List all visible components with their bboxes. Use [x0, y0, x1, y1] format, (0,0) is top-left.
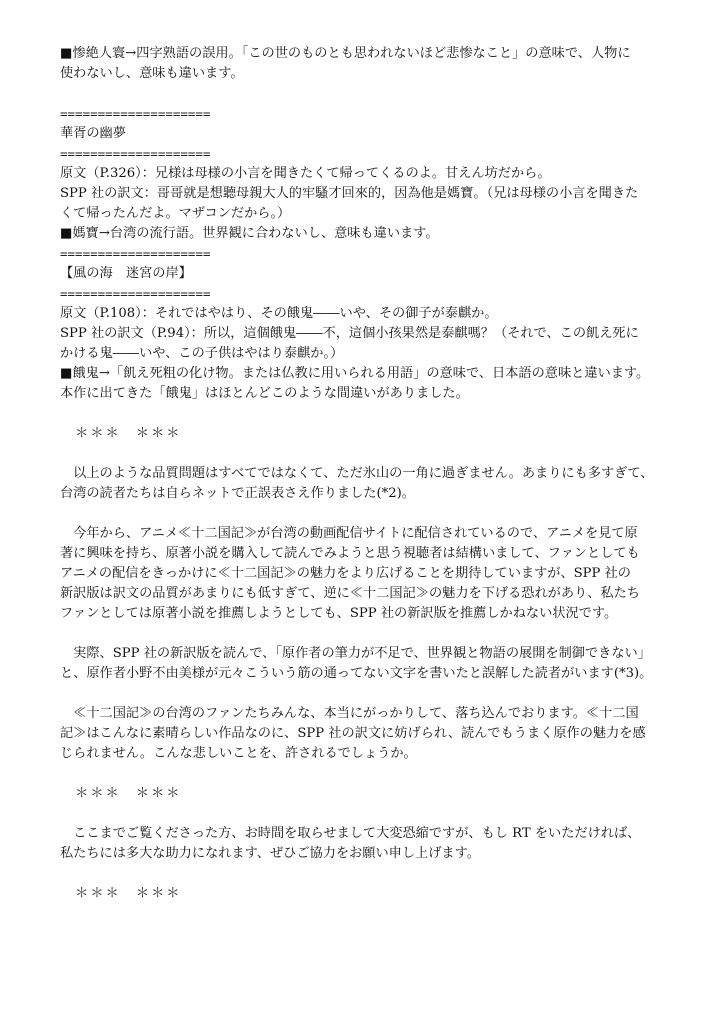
text-line: 華胥の幽夢 — [60, 126, 126, 141]
asterisk-separator: ＊＊＊ ＊＊＊ — [60, 786, 182, 801]
text-line: 使わないし、意味も違います。 — [60, 66, 244, 81]
text-line: 以上のような品質問題はすべてではなくて、ただ氷山の一角に過ぎません。あまりにも多すぎて、 — [60, 466, 654, 481]
text-line: 記≫はこんなに素晴らしい作品なのに、SPP 社の訳文に妨げられ、読んでもうまく原作の魅力を感 — [60, 726, 646, 741]
text-line: ≪十二国記≫の台湾のファンたちみんな、本当にがっかりして、落ち込んでおります。≪十二国 — [60, 706, 639, 721]
text-line: と、原作者小野不由美様が元々こういう筋の通ってない文字を書いたと誤解した読者がいます(*3)。 — [60, 666, 653, 681]
text-line: ■媽寶→台湾の流行語。世界観に合わないし、意味も違います。 — [60, 226, 439, 241]
paragraph-gap — [60, 764, 690, 784]
paragraph-gap — [60, 404, 690, 424]
text-line: じられません。こんな悲しいことを、許されるでしょうか。 — [60, 746, 417, 761]
paragraph-gap — [60, 804, 690, 824]
text-line: 本作に出てきた「餓鬼」はほとんどこのような間違いがありました。 — [60, 386, 469, 401]
section-divider: ==================== — [60, 146, 211, 161]
paragraph-gap — [60, 504, 690, 524]
paragraph-gap — [60, 84, 690, 104]
paragraph-gap — [60, 444, 690, 464]
section-divider: ==================== — [60, 286, 211, 301]
document-page — [60, 44, 690, 904]
text-line: SPP 社の訳文（P.94）：所以，這個餓鬼――不，這個小孩果然是泰麒嗎？（それで、この飢え死に — [60, 326, 639, 341]
section-divider: ==================== — [60, 246, 211, 261]
text-line: アニメの配信をきっかけに≪十二国記≫の魅力をより広げることを期待していますが、SPP 社の — [60, 566, 631, 581]
text-line: 私たちには多大な助力になれます、ぜひご協力をお願い申し上げます。 — [60, 846, 480, 861]
text-line: 台湾の読者たちは自らネットで正誤表さえ作りました(*2)。 — [60, 486, 415, 501]
text-line: かける鬼――いや、この子供はやはり泰麒か。） — [60, 346, 344, 361]
text-line: ■惨絶人寰→四字熟語の誤用。「この世のものとも思われないほど悲惨なこと」の意味で、人物に — [60, 46, 631, 61]
section-divider: ==================== — [60, 106, 211, 121]
paragraph-gap — [60, 684, 690, 704]
text-line: 原文（P.108）：それではやはり、その餓鬼――いや、その御子が泰麒か。 — [60, 306, 498, 321]
text-line: SPP 社の訳文：哥哥就是想聽母親大人的牢騷才回來的，因為他是媽寶。（兄は母様の小言を聞きた — [60, 186, 639, 201]
paragraph-gap — [60, 624, 690, 644]
text-line: 【風の海 迷宮の岸】 — [60, 266, 192, 281]
text-line: くて帰ったんだよ。マザコンだから。） — [60, 206, 291, 221]
asterisk-separator: ＊＊＊ ＊＊＊ — [60, 426, 182, 441]
asterisk-separator: ＊＊＊ ＊＊＊ — [60, 886, 182, 901]
text-line: 今年から、アニメ≪十二国記≫が台湾の動画配信サイトに配信されているので、アニメを見て原 — [60, 526, 638, 541]
text-line: 原文（P.326）：兄様は母様の小言を聞きたくて帰ってくるのよ。甘えん坊だから。 — [60, 166, 551, 181]
text-line: ファンとしては原著小説を推薦しようとしても、SPP 社の新訳版を推薦しかねない状況です。 — [60, 606, 618, 621]
text-line: 新訳版は訳文の品質があまりにも低すぎて、逆に≪十二国記≫の魅力を下げる恐れがあり、私たち — [60, 586, 640, 601]
text-line: 著に興味を持ち、原著小説を購入して読んでみようと思う視聴者は結構いまして、ファンとしても — [60, 546, 640, 561]
text-line: ■餓鬼→「飢え死粗の化け物。または仏教に用いられる用語」の意味で、日本語の意味と違います。 — [60, 366, 650, 381]
text-line: ここまでご覧くださった方、お時間を取らせまして大変恐縮ですが、もし RT をいただければ、 — [60, 826, 641, 841]
text-line: 実際、SPP 社の新訳版を読んで、「原作者の筆力が不足で、世界観と物語の展開を制御できない」 — [60, 646, 651, 661]
paragraph-gap — [60, 864, 690, 884]
